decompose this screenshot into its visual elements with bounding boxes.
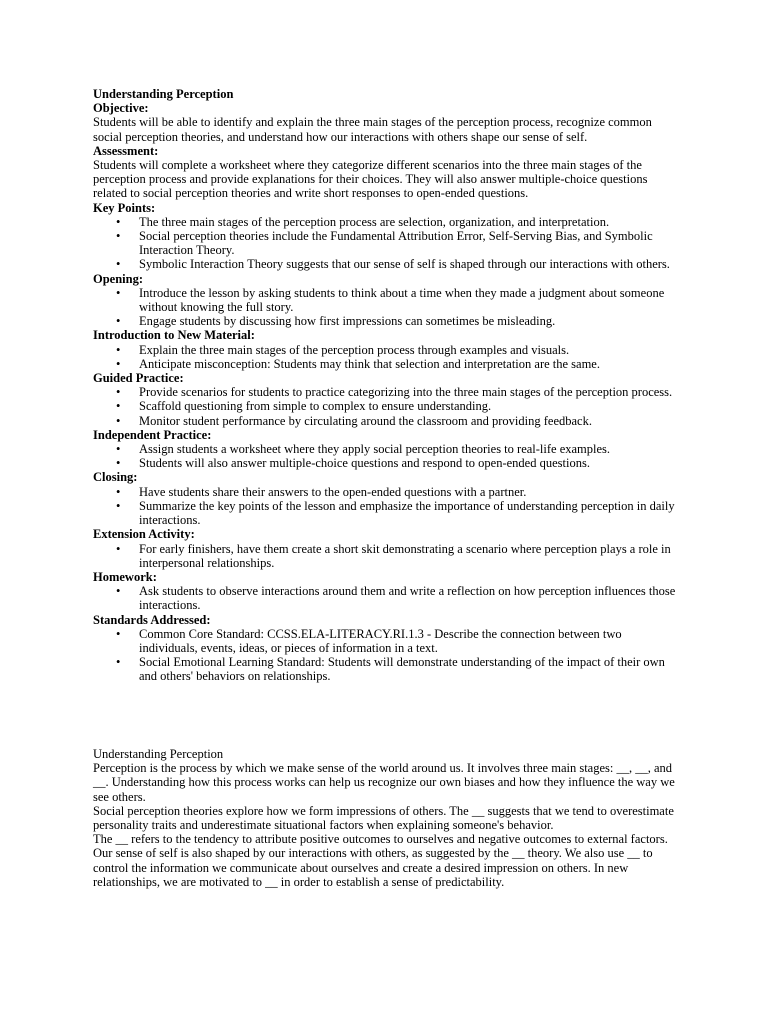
list-item: • Monitor student performance by circulating around the classroom and providing feedback. — [139, 414, 678, 428]
section-heading: Extension Activity: — [93, 527, 195, 542]
bullet-list — [93, 442, 678, 470]
section-new-material — [93, 328, 678, 371]
list-item: • Assign students a worksheet where they apply social perception theories to real-life examples. — [139, 442, 678, 456]
section-heading: Closing: — [93, 470, 138, 485]
section-assessment — [93, 144, 678, 201]
section-heading: Objective: — [93, 101, 149, 116]
bullet-list — [93, 542, 678, 570]
section-heading: Opening: — [93, 271, 144, 286]
bullet-list — [93, 627, 678, 684]
bullet-list — [93, 286, 678, 329]
list-item: • Common Core Standard: CCSS.ELA-LITERACY.RI.1.3 - Describe the connection between two individuals, events, ideas, or pieces of information in a text. — [139, 627, 678, 655]
section-heading: Key Points: — [93, 200, 156, 215]
list-item: • Ask students to observe interactions around them and write a reflection on how perception influences those interactions. — [139, 584, 678, 612]
worksheet-paragraph: Perception is the process by which we make sense of the world around us. It involves three main stages: __, __, and __. Understanding how this process works can help us recognize our own biases and how they influence the way we see others. — [93, 761, 675, 804]
section-independent-practice — [93, 428, 678, 471]
lesson-plan — [93, 87, 678, 684]
section-heading: Homework: — [93, 569, 157, 584]
section-guided-practice — [93, 371, 678, 428]
bullet-list — [93, 343, 678, 371]
section-text: Students will complete a worksheet where they categorize different scenarios into the three main stages of the perception process and provide explanations for their choices. They will also answer multiple-choice questions related to social perception theories and write short responses to open-ended questions. — [93, 158, 648, 201]
worksheet-paragraph: Our sense of self is also shaped by our interactions with others, as suggested by the __ theory. We also use __ to control the information we communicate about ourselves and create a desired impression on others. In new relationships, we are motivated to __ in order to establish a sense of predictability. — [93, 846, 653, 889]
list-item: • Have students share their answers to the open-ended questions with a partner. — [139, 485, 678, 499]
section-heading: Assessment: — [93, 143, 159, 158]
bullet-list — [93, 385, 678, 428]
list-item: • Provide scenarios for students to practice categorizing into the three main stages of the perception process. — [139, 385, 678, 399]
section-homework — [93, 570, 678, 613]
worksheet-title: Understanding Perception — [93, 747, 224, 761]
list-item: • Explain the three main stages of the perception process through examples and visuals. — [139, 343, 678, 357]
section-standards — [93, 613, 678, 684]
section-key-points — [93, 201, 678, 272]
lesson-title: Understanding Perception — [93, 87, 234, 101]
list-item: • Students will also answer multiple-choice questions and respond to open-ended questions. — [139, 456, 678, 470]
section-heading: Guided Practice: — [93, 371, 184, 386]
list-item: • Scaffold questioning from simple to complex to ensure understanding. — [139, 399, 678, 413]
list-item: • For early finishers, have them create a short skit demonstrating a scenario where perception plays a role in interpersonal relationships. — [139, 542, 678, 570]
section-heading: Standards Addressed: — [93, 612, 211, 627]
section-opening — [93, 272, 678, 329]
list-item: • Introduce the lesson by asking students to think about a time when they made a judgment about someone without knowing the full story. — [139, 286, 678, 314]
list-item: • Social Emotional Learning Standard: Students will demonstrate understanding of the impact of their own and others' behaviors on relationships. — [139, 655, 678, 683]
bullet-list — [93, 485, 678, 528]
section-heading: Independent Practice: — [93, 427, 212, 442]
section-extension-activity — [93, 527, 678, 570]
list-item: • Symbolic Interaction Theory suggests that our sense of self is shaped through our interactions with others. — [139, 257, 678, 271]
bullet-list — [93, 584, 678, 612]
list-item: • Social perception theories include the Fundamental Attribution Error, Self-Serving Bias, and Symbolic Interaction Theory. — [139, 229, 678, 257]
list-item: • The three main stages of the perception process are selection, organization, and interpretation. — [139, 215, 678, 229]
worksheet-paragraph: Social perception theories explore how we form impressions of others. The __ suggests that we tend to overestimate personality traits and underestimate situational factors when explaining someone's behavior. — [93, 803, 674, 833]
section-heading: Introduction to New Material: — [93, 328, 255, 343]
section-text: Students will be able to identify and explain the three main stages of the perception process, recognize common social perception theories, and understand how our interactions with others shape our sense of self. — [93, 115, 652, 144]
section-closing — [93, 470, 678, 527]
bullet-list — [93, 215, 678, 272]
worksheet-paragraph: The __ refers to the tendency to attribute positive outcomes to ourselves and negative outcomes to external factors. — [93, 832, 668, 847]
worksheet — [93, 747, 678, 889]
section-objective — [93, 101, 678, 144]
list-item: • Anticipate misconception: Students may think that selection and interpretation are the same. — [139, 357, 678, 371]
list-item: • Summarize the key points of the lesson and emphasize the importance of understanding perception in daily interactions. — [139, 499, 678, 527]
list-item: • Engage students by discussing how first impressions can sometimes be misleading. — [139, 314, 678, 328]
